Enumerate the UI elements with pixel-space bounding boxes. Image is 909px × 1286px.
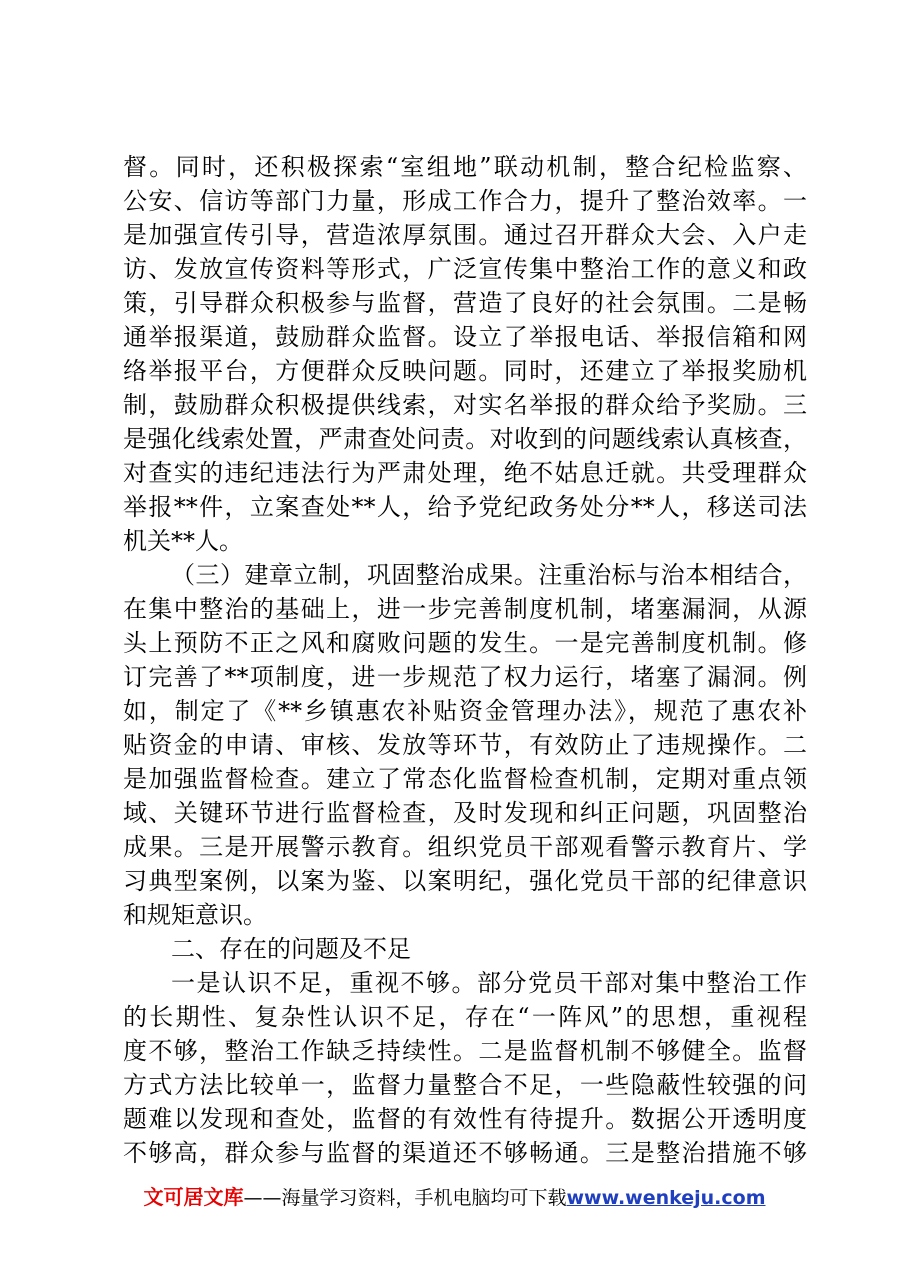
text-line: 是加强宣传引导，营造浓厚氛围。通过召开群众大会、入户走: [123, 221, 807, 249]
text-line: 订完善了**项制度，进一步规范了权力运行，堵塞了漏洞。例: [123, 663, 807, 691]
text-line: 制，鼓励群众积极提供线索，对实名举报的群众给予奖励。三: [123, 391, 807, 419]
text-line: 机关**人。: [123, 527, 243, 555]
text-line: 策，引导群众积极参与监督，营造了良好的社会氛围。二是畅: [123, 289, 807, 317]
text-line: 贴资金的申请、审核、发放等环节，有效防止了违规操作。二: [123, 731, 807, 759]
text-line: 公安、信访等部门力量，形成工作合力，提升了整治效率。一: [123, 187, 807, 215]
text-line: 通举报渠道，鼓励群众监督。设立了举报电话、举报信箱和网: [123, 323, 807, 351]
text-line: 一是认识不足，重视不够。部分党员干部对集中整治工作: [171, 969, 807, 997]
text-line: 是强化线索处置，严肃查处问责。对收到的问题线索认真核查，: [123, 425, 807, 453]
text-line: 域、关键环节进行监督检查，及时发现和纠正问题，巩固整治: [123, 799, 807, 827]
text-line: 督。同时，还积极探索“室组地”联动机制，整合纪检监察、: [123, 153, 807, 181]
section-heading-2: 二、存在的问题及不足: [171, 935, 411, 963]
footer-brand: 文可居文库: [143, 1185, 244, 1209]
text-line: 习典型案例，以案为鉴、以案明纪，强化党员干部的纪律意识: [123, 867, 807, 895]
text-line: 对查实的违纪违法行为严肃处理，绝不姑息迁就。共受理群众: [123, 459, 807, 487]
page-footer: [0, 1184, 909, 1211]
text-line: 在集中整治的基础上，进一步完善制度机制，堵塞漏洞，从源: [123, 595, 807, 623]
text-line: 度不够，整治工作缺乏持续性。二是监督机制不够健全。监督: [123, 1037, 807, 1065]
text-line: 是加强监督检查。建立了常态化监督检查机制，定期对重点领: [123, 765, 807, 793]
text-line: 如，制定了《**乡镇惠农补贴资金管理办法》，规范了惠农补: [123, 697, 807, 725]
section-heading-3: （三）建章立制，巩固整治成果。注重治标与治本相结合，: [171, 561, 807, 589]
text-line: 络举报平台，方便群众反映问题。同时，还建立了举报奖励机: [123, 357, 807, 385]
text-line: 和规矩意识。: [123, 901, 267, 929]
footer-tagline: ——海量学习资料，手机电脑均可下载: [243, 1187, 567, 1209]
text-line: 不够高，群众参与监督的渠道还不够畅通。三是整治措施不够: [123, 1139, 807, 1167]
text-line: 的长期性、复杂性认识不足，存在“一阵风”的思想，重视程: [123, 1003, 807, 1031]
text-line: 题难以发现和查处，监督的有效性有待提升。数据公开透明度: [123, 1105, 807, 1133]
text-line: 举报**件，立案查处**人，给予党纪政务处分**人，移送司法: [123, 493, 807, 521]
footer-site-link[interactable]: www.wenkeju.com: [566, 1187, 766, 1209]
text-line: 访、发放宣传资料等形式，广泛宣传集中整治工作的意义和政: [123, 255, 807, 283]
text-line: 方式方法比较单一，监督力量整合不足，一些隐蔽性较强的问: [123, 1071, 807, 1099]
text-line: 头上预防不正之风和腐败问题的发生。一是完善制度机制。修: [123, 629, 807, 657]
text-line: 成果。三是开展警示教育。组织党员干部观看警示教育片、学: [123, 833, 807, 861]
